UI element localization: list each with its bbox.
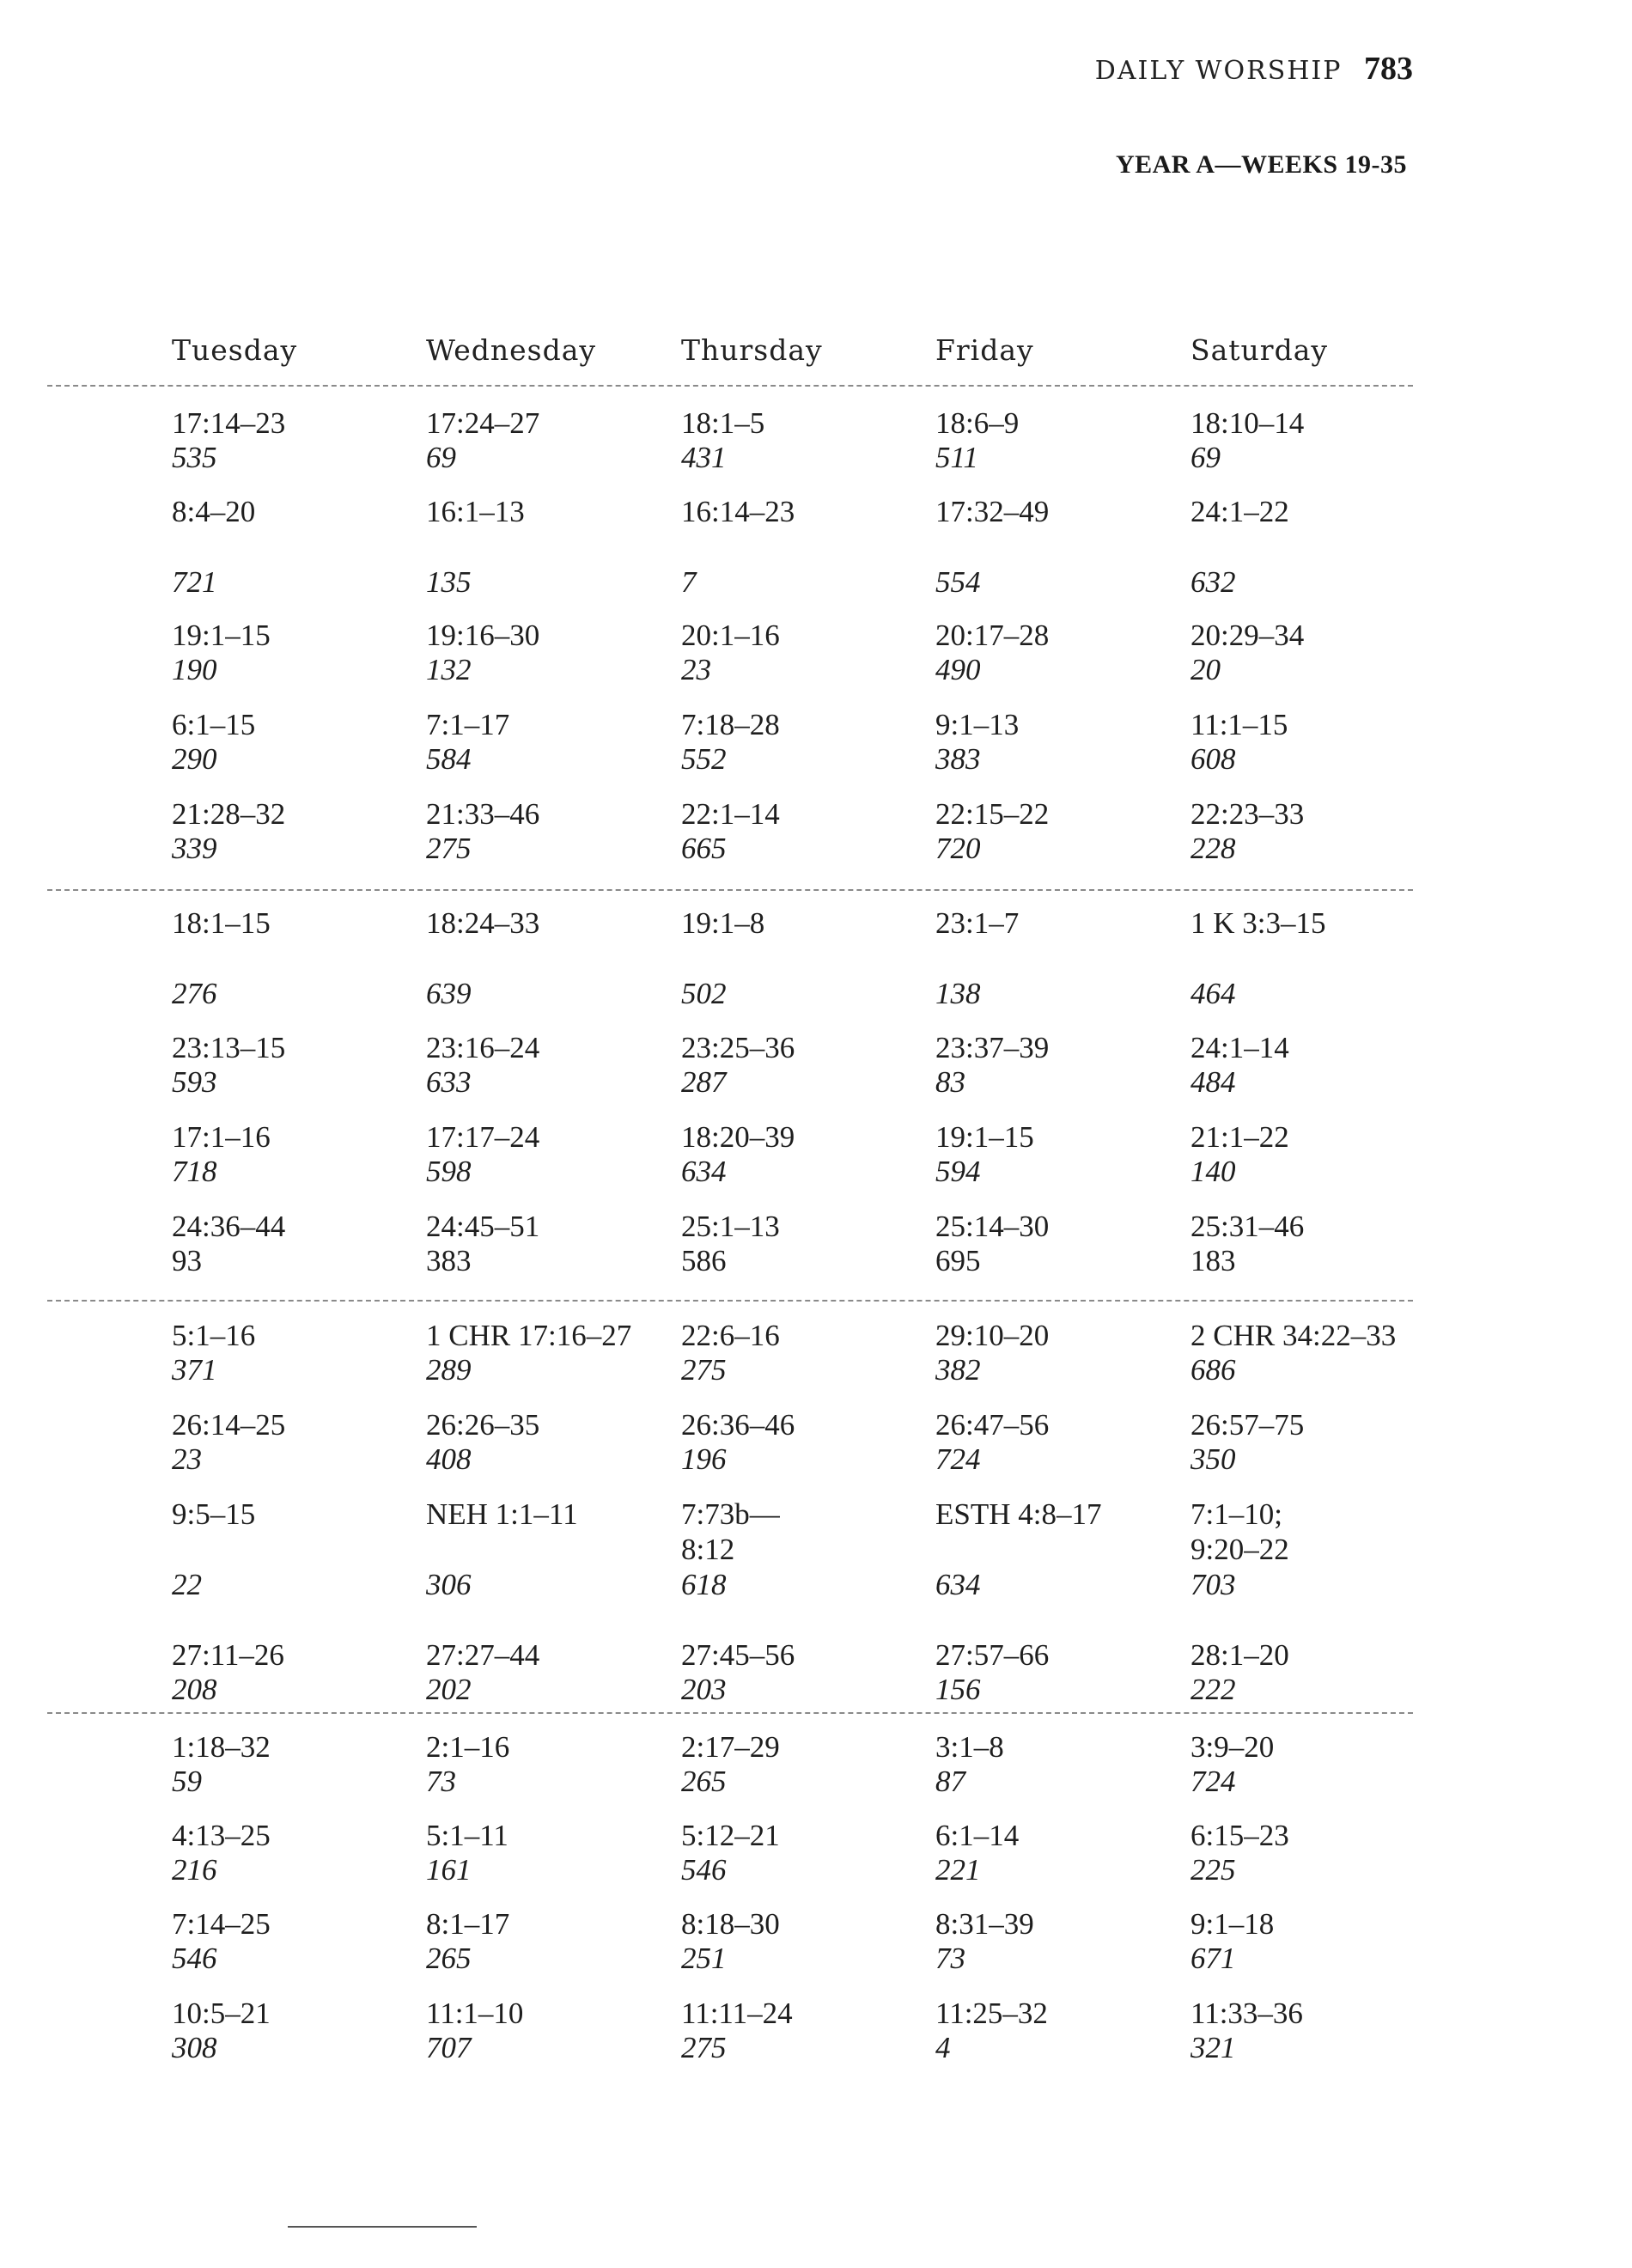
group-divider xyxy=(47,1712,1413,1714)
hymn-number: 546 xyxy=(681,1853,727,1887)
reading-cell xyxy=(1191,1119,1289,1188)
reading-cell xyxy=(681,1637,795,1706)
scripture-reference: 23:13–15 xyxy=(172,1031,286,1064)
reading-cell xyxy=(426,1497,578,1601)
hymn-number: 720 xyxy=(935,832,981,865)
scripture-reference: 24:45–51 xyxy=(426,1210,540,1243)
reading-cell xyxy=(426,1119,540,1188)
scripture-reference: 27:11–26 xyxy=(172,1638,284,1672)
hymn-number: 156 xyxy=(935,1673,981,1706)
scripture-reference: 24:1–22 xyxy=(1191,495,1289,528)
reading-cell xyxy=(935,796,1050,865)
day-saturday: Saturday xyxy=(1191,333,1329,367)
reading-cell xyxy=(172,1729,271,1798)
reading-cell xyxy=(1191,1637,1289,1706)
reading-cell xyxy=(935,1906,1034,1975)
hymn-number: 87 xyxy=(935,1765,965,1798)
scripture-reference: 26:57–75 xyxy=(1191,1408,1305,1442)
reading-cell xyxy=(1191,1906,1275,1975)
hymn-number: 203 xyxy=(681,1673,727,1706)
reading-cell xyxy=(426,618,540,686)
hymn-number: 586 xyxy=(681,1244,727,1277)
group-divider xyxy=(47,889,1413,891)
scripture-reference: 26:26–35 xyxy=(426,1408,540,1442)
hymn-number: 671 xyxy=(1191,1942,1236,1975)
hymn-number: 161 xyxy=(426,1853,472,1887)
scripture-reference: 2:17–29 xyxy=(681,1730,780,1764)
scripture-reference: 1 CHR 17:16–27 xyxy=(426,1319,632,1352)
scripture-reference: 21:1–22 xyxy=(1191,1120,1289,1154)
reading-cell xyxy=(426,1996,524,2064)
reading-cell xyxy=(1191,405,1305,474)
scripture-reference: 25:31–46 xyxy=(1191,1210,1305,1243)
reading-cell xyxy=(172,1996,271,2064)
hymn-number: 4 xyxy=(935,2031,951,2064)
reading-cell xyxy=(681,1407,795,1476)
hymn-number: 225 xyxy=(1191,1853,1236,1887)
day-wednesday: Wednesday xyxy=(426,333,597,367)
scripture-reference: NEH 1:1–11 xyxy=(426,1497,578,1531)
scripture-reference: 3:1–8 xyxy=(935,1730,1004,1764)
hymn-number: 584 xyxy=(426,742,472,776)
scripture-reference: 22:6–16 xyxy=(681,1319,780,1352)
hymn-number: 703 xyxy=(1191,1568,1236,1601)
scripture-reference: 20:17–28 xyxy=(935,619,1050,652)
scripture-reference: 25:1–13 xyxy=(681,1210,780,1243)
scripture-reference: 7:73b— 8:12 xyxy=(681,1497,780,1566)
hymn-number: 639 xyxy=(426,977,472,1010)
scripture-reference: 24:36–44 xyxy=(172,1210,286,1243)
hymn-number: 20 xyxy=(1191,653,1221,686)
scripture-reference: 10:5–21 xyxy=(172,1997,271,2030)
scripture-reference: 18:24–33 xyxy=(426,906,540,940)
reading-cell xyxy=(681,1209,780,1277)
reading-cell xyxy=(1191,1818,1289,1887)
hymn-number: 183 xyxy=(1191,1244,1236,1277)
scripture-reference: 22:15–22 xyxy=(935,797,1050,831)
reading-cell xyxy=(426,796,540,865)
scripture-reference: 17:14–23 xyxy=(172,406,286,440)
hymn-number: 490 xyxy=(935,653,981,686)
hymn-number: 265 xyxy=(681,1765,727,1798)
hymn-number: 554 xyxy=(935,565,981,599)
scripture-reference: 5:1–16 xyxy=(172,1319,256,1352)
hymn-number: 132 xyxy=(426,653,472,686)
scripture-reference: 16:14–23 xyxy=(681,495,795,528)
hymn-number: 484 xyxy=(1191,1065,1236,1099)
reading-cell xyxy=(172,1209,286,1277)
hymn-number: 216 xyxy=(172,1853,217,1887)
reading-cell xyxy=(935,1318,1050,1387)
group-divider xyxy=(47,385,1413,387)
hymn-number: 594 xyxy=(935,1155,981,1188)
hymn-number: 222 xyxy=(1191,1673,1236,1706)
hymn-number: 350 xyxy=(1191,1442,1236,1476)
scripture-reference: 7:14–25 xyxy=(172,1907,271,1941)
hymn-number: 431 xyxy=(681,441,727,474)
hymn-number: 618 xyxy=(681,1568,727,1601)
reading-cell xyxy=(172,1318,256,1387)
reading-cell xyxy=(426,1209,540,1277)
hymn-number: 721 xyxy=(172,565,217,599)
hymn-number: 73 xyxy=(426,1765,456,1798)
hymn-number: 228 xyxy=(1191,832,1236,865)
scripture-reference: 18:1–15 xyxy=(172,906,271,940)
scripture-reference: 1:18–32 xyxy=(172,1730,271,1764)
scripture-reference: 9:5–15 xyxy=(172,1497,256,1531)
hymn-number: 634 xyxy=(935,1568,981,1601)
hymn-number: 138 xyxy=(935,977,981,1010)
scripture-reference: 7:1–17 xyxy=(426,708,510,741)
scripture-reference: 3:9–20 xyxy=(1191,1730,1275,1764)
hymn-number: 382 xyxy=(935,1353,981,1387)
hymn-number: 306 xyxy=(426,1568,472,1601)
section-title: DAILY WORSHIP xyxy=(1094,56,1343,86)
hymn-number: 196 xyxy=(681,1442,727,1476)
scripture-reference: 26:14–25 xyxy=(172,1408,286,1442)
scripture-reference: 18:6–9 xyxy=(935,406,1020,440)
running-head xyxy=(1095,50,1413,88)
hymn-number: 287 xyxy=(681,1065,727,1099)
reading-cell xyxy=(935,1209,1050,1277)
hymn-number: 464 xyxy=(1191,977,1236,1010)
reading-cell xyxy=(172,905,271,1010)
hymn-number: 593 xyxy=(172,1065,217,1099)
reading-cell xyxy=(935,405,1020,474)
year-heading: YEAR A—WEEKS 19-35 xyxy=(1115,150,1407,179)
scripture-reference: 17:32–49 xyxy=(935,495,1050,528)
scripture-reference: 18:10–14 xyxy=(1191,406,1305,440)
hymn-number: 511 xyxy=(935,441,978,474)
hymn-number: 202 xyxy=(426,1673,472,1706)
hymn-number: 140 xyxy=(1191,1155,1236,1188)
reading-cell xyxy=(935,1497,1102,1601)
scripture-reference: 20:29–34 xyxy=(1191,619,1305,652)
scripture-reference: 27:45–56 xyxy=(681,1638,795,1672)
hymn-number: 7 xyxy=(681,565,697,599)
reading-cell xyxy=(172,494,256,599)
scripture-reference: 23:37–39 xyxy=(935,1031,1050,1064)
scripture-reference: 23:1–7 xyxy=(935,906,1020,940)
reading-cell xyxy=(1191,1318,1397,1387)
hymn-number: 608 xyxy=(1191,742,1236,776)
hymn-number: 383 xyxy=(426,1244,472,1277)
hymn-number: 265 xyxy=(426,1942,472,1975)
reading-cell xyxy=(172,1497,256,1601)
hymn-number: 73 xyxy=(935,1942,965,1975)
hymn-number: 23 xyxy=(172,1442,202,1476)
hymn-number: 339 xyxy=(172,832,217,865)
hymn-number: 208 xyxy=(172,1673,217,1706)
scripture-reference: 2 CHR 34:22–33 xyxy=(1191,1319,1397,1352)
reading-cell xyxy=(1191,1996,1303,2064)
scripture-reference: 29:10–20 xyxy=(935,1319,1050,1352)
day-header-row xyxy=(0,333,1632,368)
reading-cell xyxy=(935,494,1050,599)
day-tuesday: Tuesday xyxy=(172,333,298,367)
reading-cell xyxy=(681,405,765,474)
day-thursday: Thursday xyxy=(681,333,823,367)
scripture-reference: 5:12–21 xyxy=(681,1819,780,1852)
scripture-reference: 25:14–30 xyxy=(935,1210,1050,1243)
reading-cell xyxy=(426,494,525,599)
reading-cell xyxy=(681,618,780,686)
reading-cell xyxy=(1191,494,1289,599)
group-divider xyxy=(47,1300,1413,1302)
reading-cell xyxy=(426,405,540,474)
reading-cell xyxy=(935,1030,1050,1099)
hymn-number: 724 xyxy=(1191,1765,1236,1798)
reading-cell xyxy=(681,1030,795,1099)
hymn-number: 83 xyxy=(935,1065,965,1099)
scripture-reference: 2:1–16 xyxy=(426,1730,510,1764)
scripture-reference: 19:16–30 xyxy=(426,619,540,652)
hymn-number: 308 xyxy=(172,2031,217,2064)
reading-cell xyxy=(681,494,795,599)
scripture-reference: 8:1–17 xyxy=(426,1907,510,1941)
scripture-reference: 9:1–13 xyxy=(935,708,1020,741)
hymn-number: 502 xyxy=(681,977,727,1010)
scripture-reference: 6:1–14 xyxy=(935,1819,1020,1852)
hymn-number: 59 xyxy=(172,1765,202,1798)
reading-cell xyxy=(1191,1030,1289,1099)
reading-cell xyxy=(426,1729,510,1798)
scripture-reference: 8:4–20 xyxy=(172,495,256,528)
scripture-reference: 17:17–24 xyxy=(426,1120,540,1154)
scripture-reference: 11:25–32 xyxy=(935,1997,1048,2030)
scripture-reference: 22:23–33 xyxy=(1191,797,1305,831)
reading-cell xyxy=(426,1318,632,1387)
scripture-reference: 11:11–24 xyxy=(681,1997,793,2030)
reading-cell xyxy=(172,1119,271,1188)
reading-cell xyxy=(935,1119,1034,1188)
scripture-reference: 20:1–16 xyxy=(681,619,780,652)
reading-cell xyxy=(681,707,780,776)
reading-cell xyxy=(1191,707,1288,776)
scripture-reference: 8:18–30 xyxy=(681,1907,780,1941)
hymn-number: 552 xyxy=(681,742,727,776)
reading-cell xyxy=(1191,1407,1305,1476)
reading-cell xyxy=(172,796,286,865)
hymn-number: 275 xyxy=(681,1353,727,1387)
scripture-reference: 11:1–15 xyxy=(1191,708,1288,741)
scripture-reference: 21:33–46 xyxy=(426,797,540,831)
scripture-reference: 19:1–15 xyxy=(172,619,271,652)
hymn-number: 535 xyxy=(172,441,217,474)
reading-cell xyxy=(935,1818,1020,1887)
reading-cell xyxy=(681,1996,793,2064)
reading-cell xyxy=(426,1637,540,1706)
hymn-number: 321 xyxy=(1191,2031,1236,2064)
scripture-reference: ESTH 4:8–17 xyxy=(935,1497,1102,1531)
reading-cell xyxy=(681,1119,795,1188)
scripture-reference: 27:57–66 xyxy=(935,1638,1050,1672)
hymn-number: 371 xyxy=(172,1353,217,1387)
scripture-reference: 19:1–8 xyxy=(681,906,765,940)
hymn-number: 69 xyxy=(1191,441,1221,474)
scripture-reference: 24:1–14 xyxy=(1191,1031,1289,1064)
hymn-number: 190 xyxy=(172,653,217,686)
reading-cell xyxy=(172,1637,284,1706)
scripture-reference: 26:36–46 xyxy=(681,1408,795,1442)
reading-cell xyxy=(1191,1209,1305,1277)
scripture-reference: 8:31–39 xyxy=(935,1907,1034,1941)
reading-cell xyxy=(172,1818,271,1887)
scripture-reference: 4:13–25 xyxy=(172,1819,271,1852)
scripture-reference: 18:1–5 xyxy=(681,406,765,440)
reading-cell xyxy=(681,1818,780,1887)
reading-cell xyxy=(681,796,780,865)
hymn-number: 707 xyxy=(426,2031,472,2064)
hymn-number: 276 xyxy=(172,977,217,1010)
reading-cell xyxy=(426,1818,508,1887)
scripture-reference: 26:47–56 xyxy=(935,1408,1050,1442)
reading-cell xyxy=(935,1407,1050,1476)
hymn-number: 23 xyxy=(681,653,711,686)
hymn-number: 686 xyxy=(1191,1353,1236,1387)
reading-cell xyxy=(1191,1497,1289,1601)
hymn-number: 383 xyxy=(935,742,981,776)
hymn-number: 665 xyxy=(681,832,727,865)
reading-cell xyxy=(935,1996,1048,2064)
hymn-number: 93 xyxy=(172,1244,202,1277)
scripture-reference: 17:24–27 xyxy=(426,406,540,440)
reading-cell xyxy=(426,1030,540,1099)
scripture-reference: 19:1–15 xyxy=(935,1120,1034,1154)
reading-cell xyxy=(172,1407,286,1476)
reading-cell xyxy=(172,1906,271,1975)
scripture-reference: 17:1–16 xyxy=(172,1120,271,1154)
scripture-reference: 11:33–36 xyxy=(1191,1997,1303,2030)
scripture-reference: 7:1–10; 9:20–22 xyxy=(1191,1497,1289,1566)
reading-cell xyxy=(935,1729,1004,1798)
page-number: 783 xyxy=(1364,51,1413,87)
reading-cell xyxy=(426,707,510,776)
scripture-reference: 6:15–23 xyxy=(1191,1819,1289,1852)
scripture-reference: 23:25–36 xyxy=(681,1031,795,1064)
reading-cell xyxy=(681,1497,780,1601)
reading-cell xyxy=(681,1318,780,1387)
reading-cell xyxy=(681,905,765,1010)
scripture-reference: 7:18–28 xyxy=(681,708,780,741)
hymn-number: 290 xyxy=(172,742,217,776)
scripture-reference: 23:16–24 xyxy=(426,1031,540,1064)
scripture-reference: 1 K 3:3–15 xyxy=(1191,906,1326,940)
reading-cell xyxy=(172,707,256,776)
reading-cell xyxy=(1191,796,1305,865)
hymn-number: 275 xyxy=(426,832,472,865)
reading-cell xyxy=(426,1906,510,1975)
scripture-reference: 22:1–14 xyxy=(681,797,780,831)
hymn-number: 221 xyxy=(935,1853,981,1887)
hymn-number: 408 xyxy=(426,1442,472,1476)
day-friday: Friday xyxy=(935,333,1034,367)
scripture-reference: 6:1–15 xyxy=(172,708,256,741)
hymn-number: 695 xyxy=(935,1244,981,1277)
hymn-number: 251 xyxy=(681,1942,727,1975)
hymn-number: 634 xyxy=(681,1155,727,1188)
hymn-number: 633 xyxy=(426,1065,472,1099)
scripture-reference: 27:27–44 xyxy=(426,1638,540,1672)
reading-cell xyxy=(172,618,271,686)
hymn-number: 546 xyxy=(172,1942,217,1975)
reading-cell xyxy=(172,405,286,474)
reading-cell xyxy=(935,1637,1050,1706)
reading-cell xyxy=(172,1030,286,1099)
reading-cell xyxy=(681,1729,780,1798)
reading-cell xyxy=(935,905,1020,1010)
hymn-number: 275 xyxy=(681,2031,727,2064)
scripture-reference: 28:1–20 xyxy=(1191,1638,1289,1672)
hymn-number: 22 xyxy=(172,1568,202,1601)
hymn-number: 69 xyxy=(426,441,456,474)
hymn-number: 632 xyxy=(1191,565,1236,599)
hymn-number: 724 xyxy=(935,1442,981,1476)
hymn-number: 289 xyxy=(426,1353,472,1387)
hymn-number: 135 xyxy=(426,565,472,599)
scripture-reference: 18:20–39 xyxy=(681,1120,795,1154)
scripture-reference: 16:1–13 xyxy=(426,495,525,528)
scripture-reference: 5:1–11 xyxy=(426,1819,508,1852)
reading-cell xyxy=(935,618,1050,686)
reading-cell xyxy=(426,905,540,1010)
reading-cell xyxy=(935,707,1020,776)
reading-cell xyxy=(1191,1729,1275,1798)
reading-cell xyxy=(1191,905,1326,1010)
reading-cell xyxy=(426,1407,540,1476)
scripture-reference: 21:28–32 xyxy=(172,797,286,831)
hymn-number: 718 xyxy=(172,1155,217,1188)
scripture-reference: 9:1–18 xyxy=(1191,1907,1275,1941)
reading-cell xyxy=(1191,618,1305,686)
hymn-number: 598 xyxy=(426,1155,472,1188)
reading-cell xyxy=(681,1906,780,1975)
scripture-reference: 11:1–10 xyxy=(426,1997,524,2030)
footnote-rule xyxy=(288,2226,477,2228)
